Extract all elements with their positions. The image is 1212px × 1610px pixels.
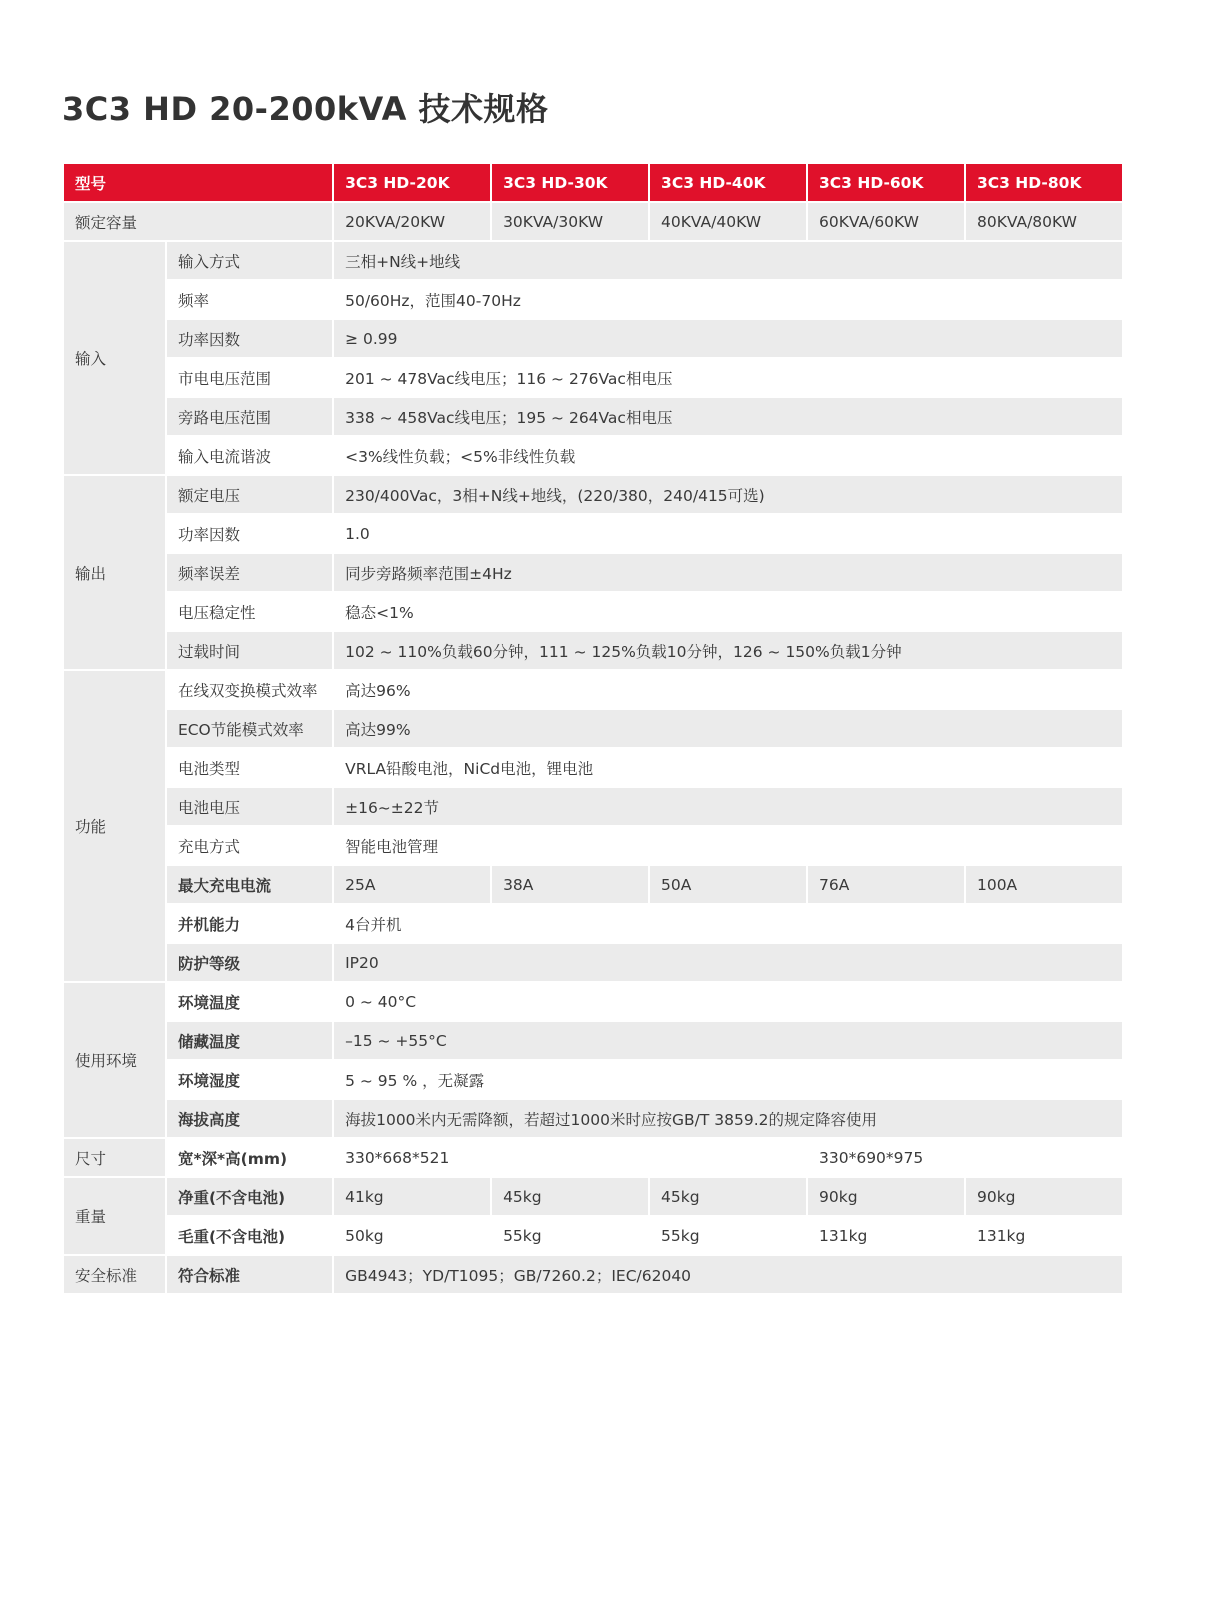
table-row xyxy=(63,982,1123,1021)
spec-label: ECO节能模式效率 xyxy=(166,709,333,748)
net-weight-value: 41kg xyxy=(333,1177,491,1216)
spec-label: 电压稳定性 xyxy=(166,592,333,631)
model-label: 型号 xyxy=(63,163,333,202)
spec-label: 额定电压 xyxy=(166,475,333,514)
spec-label: 电池类型 xyxy=(166,748,333,787)
spec-label: 并机能力 xyxy=(166,904,333,943)
group-input: 输入 xyxy=(63,241,166,475)
spec-label: 旁路电压范围 xyxy=(166,397,333,436)
group-output: 输出 xyxy=(63,475,166,670)
table-row xyxy=(63,436,1123,475)
spec-label: 过载时间 xyxy=(166,631,333,670)
spec-label: 频率误差 xyxy=(166,553,333,592)
model-80k: 3C3 HD-80K xyxy=(965,163,1123,202)
charge-current-value: 38A xyxy=(491,865,649,904)
gross-weight-value: 55kg xyxy=(491,1216,649,1255)
spec-label: 电池电压 xyxy=(166,787,333,826)
capacity-row xyxy=(63,202,1123,241)
spec-label: 功率因数 xyxy=(166,319,333,358)
table-row xyxy=(63,943,1123,982)
table-row xyxy=(63,358,1123,397)
capacity-value: 80KVA/80KW xyxy=(965,202,1123,241)
spec-label: 储藏温度 xyxy=(166,1021,333,1060)
spec-value: 三相+N线+地线 xyxy=(333,241,1123,280)
table-row xyxy=(63,280,1123,319)
table-row xyxy=(63,904,1123,943)
group-dimension: 尺寸 xyxy=(63,1138,166,1177)
spec-label: 净重(不含电池) xyxy=(166,1177,333,1216)
spec-value: 1.0 xyxy=(333,514,1123,553)
table-row xyxy=(63,514,1123,553)
spec-label: 环境湿度 xyxy=(166,1060,333,1099)
spec-value: 0 ~ 40°C xyxy=(333,982,1123,1021)
capacity-value: 30KVA/30KW xyxy=(491,202,649,241)
table-row xyxy=(63,553,1123,592)
table-row xyxy=(63,865,1123,904)
spec-value: 201 ~ 478Vac线电压；116 ~ 276Vac相电压 xyxy=(333,358,1123,397)
charge-current-value: 25A xyxy=(333,865,491,904)
spec-label: 宽*深*高(mm) xyxy=(166,1138,333,1177)
model-20k: 3C3 HD-20K xyxy=(333,163,491,202)
spec-value: 102 ~ 110%负载60分钟，111 ~ 125%负载10分钟，126 ~ 150%负载1分钟 xyxy=(333,631,1123,670)
table-row xyxy=(63,592,1123,631)
spec-value: 同步旁路频率范围±4Hz xyxy=(333,553,1123,592)
table-row xyxy=(63,670,1123,709)
table-row xyxy=(63,748,1123,787)
spec-value: 高达99% xyxy=(333,709,1123,748)
spec-value: 智能电池管理 xyxy=(333,826,1123,865)
dimension-small: 330*668*521 xyxy=(333,1138,807,1177)
table-row xyxy=(63,1021,1123,1060)
gross-weight-value: 131kg xyxy=(965,1216,1123,1255)
capacity-value: 60KVA/60KW xyxy=(807,202,965,241)
net-weight-value: 90kg xyxy=(807,1177,965,1216)
spec-label: 最大充电电流 xyxy=(166,865,333,904)
spec-value: 高达96% xyxy=(333,670,1123,709)
group-environment: 使用环境 xyxy=(63,982,166,1138)
gross-weight-value: 131kg xyxy=(807,1216,965,1255)
group-weight: 重量 xyxy=(63,1177,166,1255)
net-weight-value: 90kg xyxy=(965,1177,1123,1216)
spec-value: ≥ 0.99 xyxy=(333,319,1123,358)
spec-label: 毛重(不含电池) xyxy=(166,1216,333,1255)
table-row xyxy=(63,1138,1123,1177)
dimension-large: 330*690*975 xyxy=(807,1138,1123,1177)
charge-current-value: 50A xyxy=(649,865,807,904)
table-row xyxy=(63,397,1123,436)
page-title: 3C3 HD 20-200kVA 技术规格 xyxy=(62,90,549,128)
table-row xyxy=(63,319,1123,358)
model-40k: 3C3 HD-40K xyxy=(649,163,807,202)
spec-value: –15 ~ +55°C xyxy=(333,1021,1123,1060)
gross-weight-value: 50kg xyxy=(333,1216,491,1255)
spec-label: 充电方式 xyxy=(166,826,333,865)
model-30k: 3C3 HD-30K xyxy=(491,163,649,202)
table-row xyxy=(63,1216,1123,1255)
group-function: 功能 xyxy=(63,670,166,982)
table-row xyxy=(63,475,1123,514)
table-row xyxy=(63,709,1123,748)
table-row xyxy=(63,787,1123,826)
net-weight-value: 45kg xyxy=(491,1177,649,1216)
spec-value: 50/60Hz，范围40-70Hz xyxy=(333,280,1123,319)
table-row xyxy=(63,631,1123,670)
charge-current-value: 100A xyxy=(965,865,1123,904)
spec-value: 5 ~ 95 % ，无凝露 xyxy=(333,1060,1123,1099)
spec-label: 环境温度 xyxy=(166,982,333,1021)
spec-value: <3%线性负载；<5%非线性负载 xyxy=(333,436,1123,475)
spec-label: 海拔高度 xyxy=(166,1099,333,1138)
model-60k: 3C3 HD-60K xyxy=(807,163,965,202)
spec-value: 稳态<1% xyxy=(333,592,1123,631)
spec-value: 230/400Vac，3相+N线+地线，(220/380，240/415可选) xyxy=(333,475,1123,514)
table-row xyxy=(63,826,1123,865)
spec-value: 338 ~ 458Vac线电压；195 ~ 264Vac相电压 xyxy=(333,397,1123,436)
net-weight-value: 45kg xyxy=(649,1177,807,1216)
spec-label: 输入电流谐波 xyxy=(166,436,333,475)
charge-current-value: 76A xyxy=(807,865,965,904)
spec-value: IP20 xyxy=(333,943,1123,982)
spec-value: ±16~±22节 xyxy=(333,787,1123,826)
spec-label: 市电电压范围 xyxy=(166,358,333,397)
spec-label: 符合标准 xyxy=(166,1255,333,1294)
capacity-value: 20KVA/20KW xyxy=(333,202,491,241)
spec-value: GB4943；YD/T1095；GB/7260.2；IEC/62040 xyxy=(333,1255,1123,1294)
gross-weight-value: 55kg xyxy=(649,1216,807,1255)
spec-label: 输入方式 xyxy=(166,241,333,280)
capacity-value: 40KVA/40KW xyxy=(649,202,807,241)
spec-label: 功率因数 xyxy=(166,514,333,553)
spec-value: VRLA铅酸电池，NiCd电池，锂电池 xyxy=(333,748,1123,787)
spec-value: 海拔1000米内无需降额，若超过1000米时应按GB/T 3859.2的规定降容使用 xyxy=(333,1099,1123,1138)
spec-table xyxy=(62,162,1124,1295)
spec-value: 4台并机 xyxy=(333,904,1123,943)
spec-label: 在线双变换模式效率 xyxy=(166,670,333,709)
table-row xyxy=(63,241,1123,280)
table-row xyxy=(63,1177,1123,1216)
table-row xyxy=(63,1060,1123,1099)
table-row xyxy=(63,1099,1123,1138)
group-safety: 安全标准 xyxy=(63,1255,166,1294)
table-row xyxy=(63,1255,1123,1294)
header-row xyxy=(63,163,1123,202)
spec-label: 防护等级 xyxy=(166,943,333,982)
capacity-label: 额定容量 xyxy=(63,202,333,241)
spec-label: 频率 xyxy=(166,280,333,319)
